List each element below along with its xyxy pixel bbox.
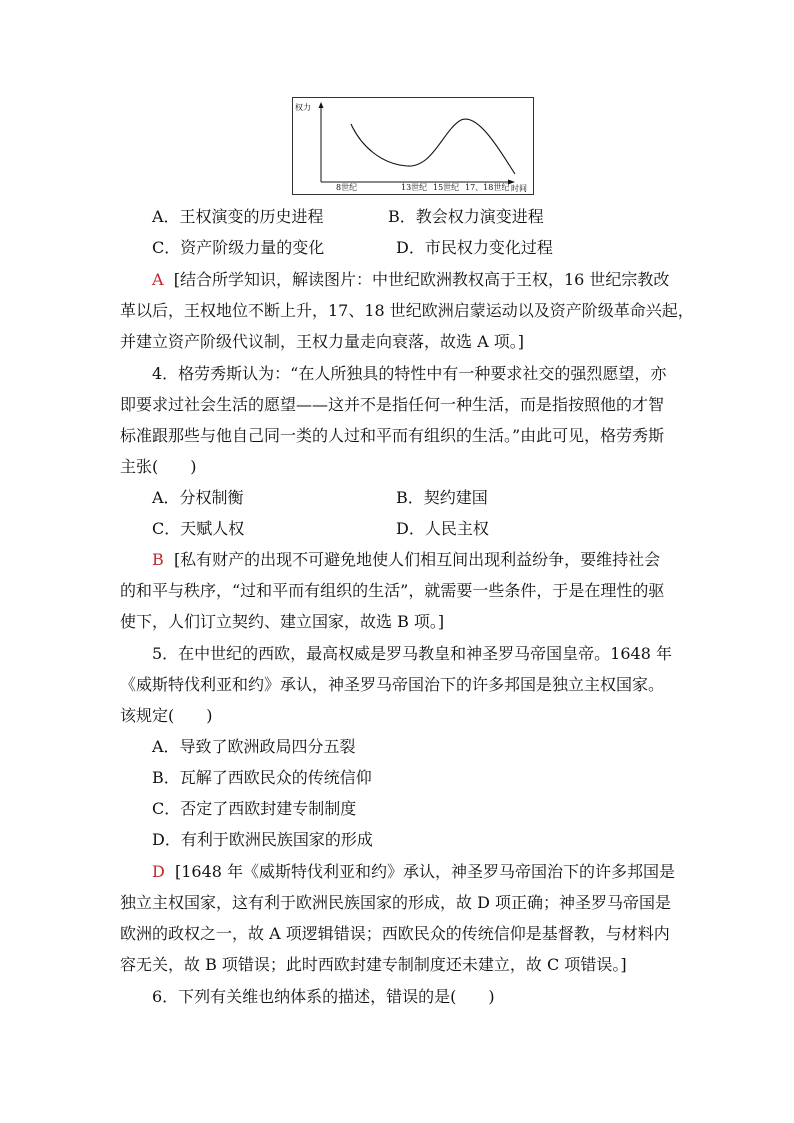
y-axis-arrow [319,102,324,108]
q5-stem-line: 5．在中世纪的西欧，最高权威是罗马教皇和神圣罗马帝国皇帝。1648 年 [152,644,672,663]
q4-stem-line: 标准跟那些与他自己同一类的人过和平而有组织的生活。”由此可见，格劳秀斯 [120,426,665,445]
q4-explanation-line: 的和平与秩序，“过和平而有组织的生活”，就需要一些条件，于是在理性的驱 [120,581,665,600]
q4-option-d: D．人民主权 [396,519,489,538]
q3-explanation-line: 革以后，王权地位不断上升，17、18 世纪欧洲启蒙运动以及资产阶级革命兴起， [120,301,694,320]
q4-option-b: B．契约建国 [396,488,488,507]
power-curve-line [351,119,515,174]
x-axis-label: 时间 [511,184,527,193]
q6-stem-line: 6．下列有关维也纳体系的描述，错误的是( ) [152,987,495,1006]
q3-answer-letter: A [152,270,164,289]
q5-option-d: D．有利于欧洲民族国家的形成 [152,830,373,849]
q5-answer-letter: D [152,862,165,881]
q4-answer-letter: B [152,550,164,569]
q5-explanation-line: [1648 年《威斯特伐利亚和约》承认，神圣罗马帝国治下的许多邦国是 [175,862,676,881]
q5-option-b: B．瓦解了西欧民众的传统信仰 [152,768,372,787]
q5-stem-line: 《威斯特伐利亚和约》承认，神圣罗马帝国治下的许多邦国是独立主权国家。 [120,675,665,694]
q5-explanation-line: 欧洲的政权之一，故 A 项逻辑错误；西欧民众的传统信仰是基督教，与材料内 [120,924,670,943]
power-curve-chart [293,98,535,196]
q4-explanation-line: 使下，人们订立契约、建立国家，故选 B 项。] [120,612,445,631]
q4-stem-line: 主张( ) [120,457,197,476]
tick-label: 8世纪 [336,183,358,192]
y-axis-label: 权力 [295,103,311,112]
q3-option-d: D．市民权力变化过程 [396,238,553,257]
q3-option-a: A．王权演变的历史进程 [152,207,324,226]
q3-answer-line [152,270,712,290]
tick-label: 13世纪 [401,183,428,192]
q5-explanation-line: 独立主权国家，这有利于欧洲民族国家的形成，故 D 项正确；神圣罗马帝国是 [120,893,672,912]
q4-stem-line: 即要求过社会生活的愿望——这并不是指任何一种生活，而是指按照他的才智 [120,395,665,414]
q3-explanation-line: 并建立资产阶级代议制，王权力量走向衰落，故选 A 项。] [120,332,524,351]
q5-option-c: C．否定了西欧封建专制制度 [152,799,357,818]
tick-label: 15世纪 [433,183,460,192]
tick-label: 17、18世纪 [465,183,510,192]
q3-explanation-line: [结合所学知识，解读图片：中世纪欧洲教权高于王权，16 世纪宗教改 [173,270,670,289]
power-curve-figure [292,97,534,195]
q5-answer-line [152,862,712,882]
q4-explanation-line: [私有财产的出现不可避免地使人们相互间出现利益纷争，要维持社会 [173,550,661,569]
q5-explanation-line: 容无关，故 B 项错误；此时西欧封建专制制度还未建立，故 C 项错误。] [120,955,627,974]
q3-option-b: B．教会权力演变进程 [388,207,544,226]
q5-option-a: A．导致了欧洲政局四分五裂 [152,737,356,756]
q4-answer-line [152,550,712,570]
q4-stem-line: 4．格劳秀斯认为：“在人所独具的特性中有一种要求社交的强烈愿望，亦 [152,364,667,383]
q5-stem-line: 该规定( ) [120,706,213,725]
q3-option-c: C．资产阶级力量的变化 [152,238,325,257]
q4-option-c: C．天赋人权 [152,519,245,538]
q4-option-a: A．分权制衡 [152,488,244,507]
